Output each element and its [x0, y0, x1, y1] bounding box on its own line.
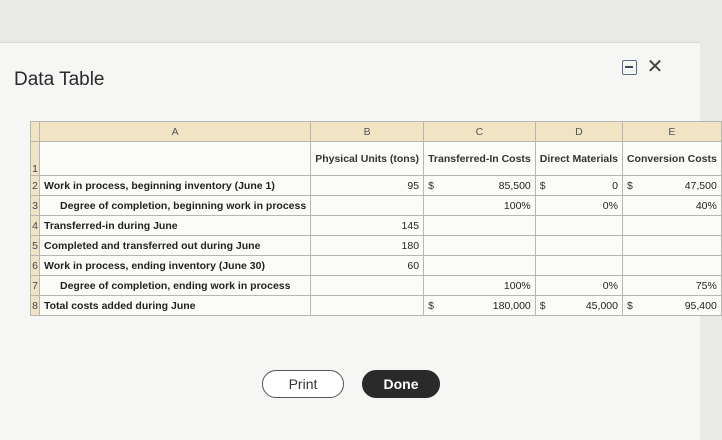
cell-e2	[622, 176, 721, 196]
header-transferred-in-costs: Transferred-In Costs	[424, 142, 536, 176]
row-label: Work in process, ending inventory (June 30)	[40, 256, 311, 276]
row-number: 6	[31, 256, 40, 276]
cell-d6	[535, 256, 622, 276]
cell-c8	[424, 296, 536, 316]
cell-e6	[622, 256, 721, 276]
cell-c2-sign: $	[428, 179, 434, 192]
row-label: Transferred-in during June	[40, 216, 311, 236]
cell-c7: 100%	[424, 276, 536, 296]
data-table	[30, 121, 722, 316]
cell-c6	[424, 256, 536, 276]
cell-d2-sign: $	[539, 179, 546, 192]
cell-c8-sign: $	[428, 299, 434, 312]
cell-d4	[535, 216, 622, 236]
row-number: 7	[31, 276, 40, 296]
cell-e8-value: 95,400	[684, 299, 717, 312]
cell-d8-value: 45,000	[585, 299, 618, 312]
minimize-button[interactable]	[620, 58, 638, 76]
cell-c2	[424, 176, 536, 196]
row-label: Degree of completion, ending work in process	[40, 276, 311, 296]
cell-a1	[40, 142, 311, 176]
cell-d8	[535, 296, 622, 316]
cell-d2	[535, 176, 622, 196]
cell-b8	[311, 296, 424, 316]
row-number: 4	[31, 216, 40, 236]
column-letter-b: B	[311, 122, 424, 142]
cell-e5	[622, 236, 721, 256]
dialog-title: Data Table	[14, 69, 105, 90]
corner-cell	[31, 122, 40, 142]
table-row	[31, 296, 722, 316]
row-label: Completed and transferred out during June	[40, 236, 311, 256]
header-direct-materials: Direct Materials	[535, 142, 622, 176]
column-letter-c: C	[424, 122, 536, 142]
cell-c2-value: 85,500	[498, 179, 531, 192]
cell-b2-value: 95	[407, 179, 420, 192]
cell-e8	[622, 296, 721, 316]
column-letter-row	[31, 122, 722, 142]
cell-d7: 0%	[535, 276, 622, 296]
cell-c3: 100%	[424, 196, 536, 216]
data-table-dialog	[0, 42, 717, 440]
cell-b2	[311, 176, 424, 196]
row-number: 3	[31, 196, 40, 216]
column-letter-e: E	[622, 122, 721, 142]
row-number: 1	[31, 142, 40, 176]
cell-e3: 40%	[622, 196, 721, 216]
row-number: 5	[31, 236, 40, 256]
cell-d5	[535, 236, 622, 256]
table-row	[31, 236, 722, 256]
cell-e2-sign: $	[626, 179, 633, 192]
row-number: 2	[31, 176, 40, 196]
cell-b7	[311, 276, 424, 296]
print-button[interactable]: Print	[262, 370, 344, 398]
cell-d8-sign: $	[539, 299, 546, 312]
cell-b3	[311, 196, 424, 216]
table-row	[31, 276, 722, 296]
table-row	[31, 216, 722, 236]
table-row	[31, 256, 722, 276]
cell-d3: 0%	[535, 196, 622, 216]
header-physical-units: Physical Units (tons)	[311, 142, 424, 176]
column-letter-d: D	[535, 122, 622, 142]
cell-e7: 75%	[622, 276, 721, 296]
close-button[interactable]	[646, 58, 664, 76]
cell-e2-value: 47,500	[684, 179, 717, 192]
cell-b6: 60	[311, 256, 424, 276]
column-letter-a: A	[40, 122, 311, 142]
cell-e8-sign: $	[626, 299, 633, 312]
cell-b5: 180	[311, 236, 424, 256]
cell-e4	[622, 216, 721, 236]
cell-c8-value: 180,000	[492, 299, 531, 312]
table-row	[31, 196, 722, 216]
row-number: 8	[31, 296, 40, 316]
row-label: Total costs added during June	[40, 296, 311, 316]
cell-b4: 145	[311, 216, 424, 236]
table-row	[31, 176, 722, 196]
done-button[interactable]: Done	[362, 370, 440, 398]
cell-c4	[424, 216, 536, 236]
close-icon: ✕	[646, 56, 664, 78]
row-label: Degree of completion, beginning work in process	[40, 196, 311, 216]
table-row	[31, 142, 722, 176]
minimize-icon	[622, 60, 637, 75]
cell-c5	[424, 236, 536, 256]
cell-d2-value: 0	[612, 179, 618, 192]
header-conversion-costs: Conversion Costs	[622, 142, 721, 176]
row-label: Work in process, beginning inventory (June 1)	[40, 176, 311, 196]
